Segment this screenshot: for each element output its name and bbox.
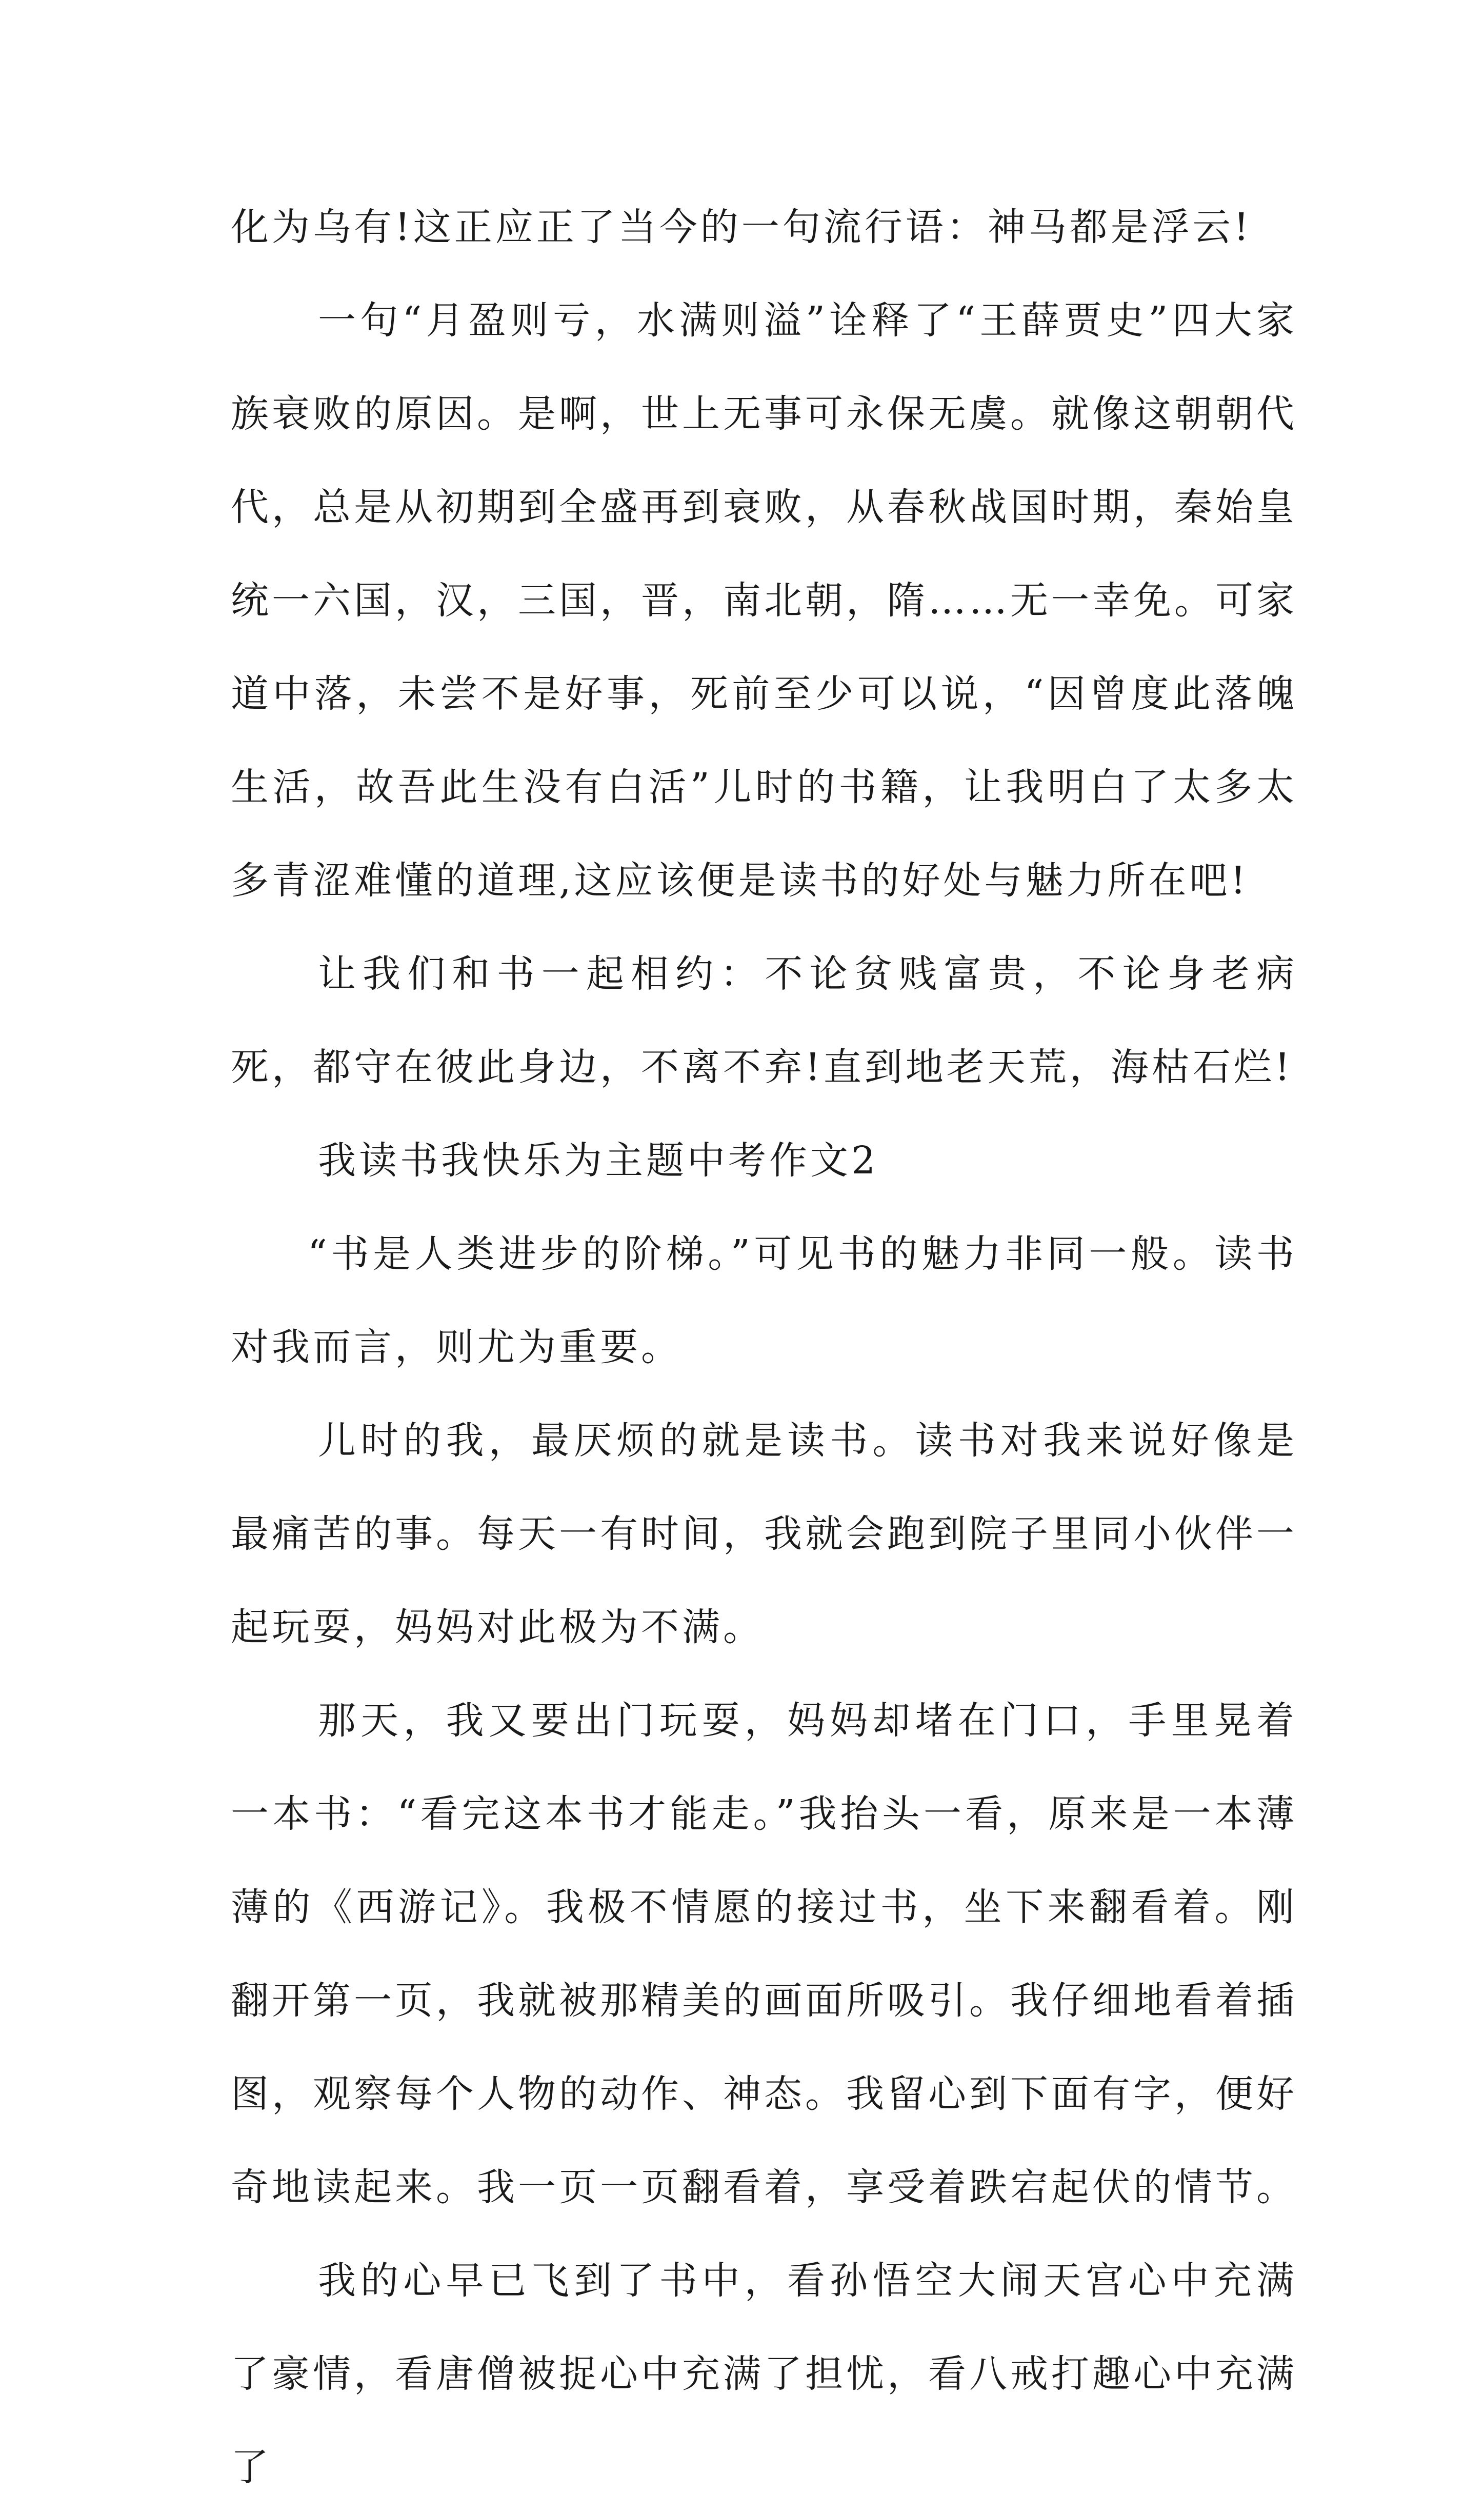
paragraph-promise-with-books: 让我们和书一起相约：不论贫贱富贵，不论身老病死，都守在彼此身边，不离不弃!直到地老天荒，海枯石烂! — [231, 952, 1297, 1089]
essay-title: 我读书我快乐为主题中考作文2 — [318, 1139, 879, 1183]
paragraph-continuation: 化为乌有!这正应正了当今的一句流行语：神马都是浮云! — [231, 205, 1252, 249]
paragraph-ladder-quote: “书是人类进步的阶梯。”可见书的魅力非同一般。读书对我而言，则尤为重要。 — [231, 1232, 1297, 1369]
paragraph-family-decline: 一句“月盈则亏，水满则溢”诠释了“王薛贾史”四大家族衰败的原因。是啊，世上无事可永保无虞。就像这朝朝代代，总是从初期到全盛再到衰败，从春秋战国时期，秦始皇统一六国，汉，三国，晋，南北朝，隋……无一幸免。可家道中落，未尝不是好事，死前至少可以说，“因曾度此落魄生活，故吾此生没有白活”儿时的书籍，让我明白了太多太多青涩难懂的道理,这应该便是读书的好处与魅力所在吧! — [231, 298, 1297, 903]
document-body — [231, 181, 1297, 2514]
paragraph-heart-in-book: 我的心早已飞到了书中，看孙悟空大闹天宫心中充满了豪情，看唐僧被捉心中充满了担忧，看八戒打趣心中充满了 — [231, 2259, 1297, 2489]
paragraph-journey-to-west: 那天，我又要出门玩耍，妈妈却堵在门口，手里晃着一本书：“看完这本书才能走。”我抬头一看，原来是一本薄薄的《西游记》。我极不情愿的接过书，坐下来翻看着。刚翻开第一页，我就被那精美的画面所吸引。我仔细地看着插图，观察每个人物的动作、神态。我留心到下面有字，便好奇地读起来。我一页一页翻看着，享受着跌宕起伏的情节。 — [231, 1699, 1297, 2209]
paragraph-childhood: 儿时的我，最厌烦的就是读书。读书对我来说好像是最痛苦的事。每天一有时间，我就会跑到院子里同小伙伴一起玩耍，妈妈对此极为不满。 — [231, 1419, 1297, 1649]
